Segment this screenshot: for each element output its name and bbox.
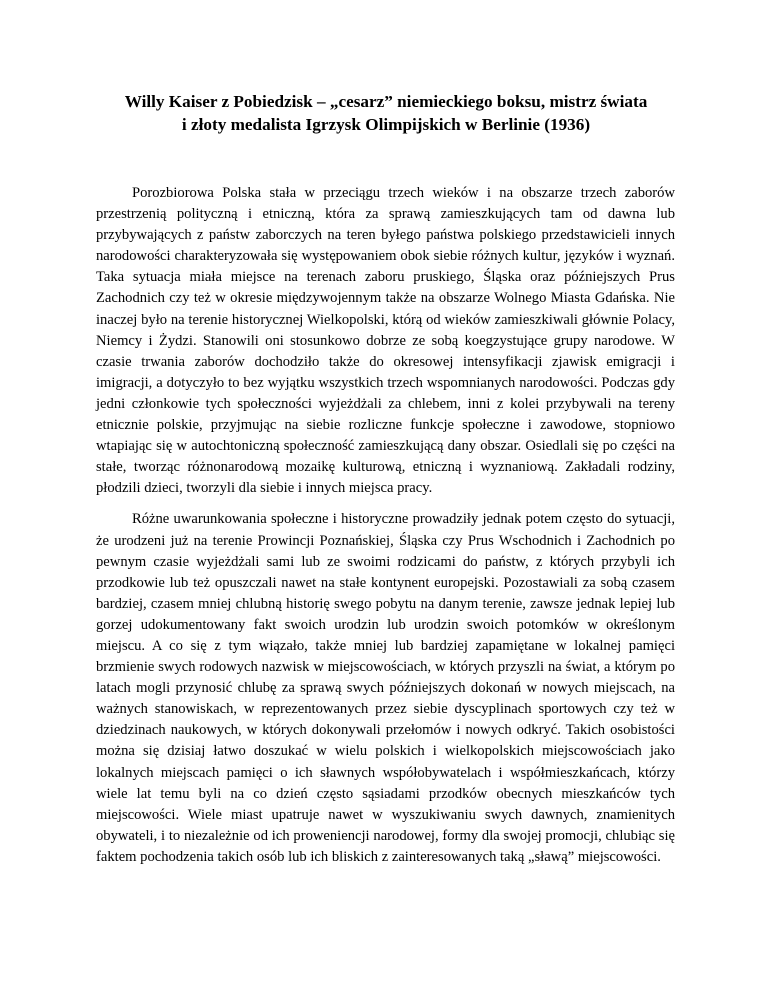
document-body [96, 183, 675, 878]
title-line-2: i złoty medalista Igrzysk Olimpijskich w Berlinie (1936) [181, 115, 591, 134]
title-line-1: Willy Kaiser z Pobiedzisk – „cesarz” niemieckiego boksu, mistrz świata [124, 92, 648, 111]
paragraph-2: Różne uwarunkowania społeczne i historyczne prowadziły jednak potem często do sytuacji, że urodzeni już na terenie Prowincji Poznańskiej, Śląska czy Prus Wschodnich i Zachodnich po pewnym czasie wyjeżdżali sami lub ze swoimi rodzicami do państw, z których przybyli ich przodkowie lub też opuszczali nawet na stałe kontynent europejski. Pozostawiali za sobą czasem bardziej, czasem mniej chlubną historię swego pobytu na danym terenie, zawsze jednak lepiej lub gorzej udokumentowany fakt swoich urodzin lub urodzin swoich potomków w określonym miejscu. A co się z tym wiązało, także mniej lub bardziej zapamiętane w lokalnej pamięci brzmienie swych rodowych nazwisk w miejscowościach, w których przyszli na świat, a którym po latach mogli przynosić chlubę za sprawą swych późniejszych dokonań w nowych miejscach, na ważnych stanowiskach, w reprezentowanych przez siebie dyscyplinach sportowych czy też w dziedzinach naukowych, w których dokonywali przełomów i nowych odkryć. Takich osobistości można się dzisiaj łatwo doszukać w wielu polskich i wielkopolskich miejscowościach jako lokalnych miejscach pamięci o ich sławnych współobywatelach i współmieszkańcach, którzy wiele lat temu byli na co dzień często sąsiadami przodków obecnych mieszkańców tych miejscowości. Wiele miast upatruje nawet w wyszukiwaniu swych dawnych, znamienitych obywateli, i to niezależnie od ich proweniencji narodowej, formy dla swojej promocji, chlubiąc się faktem pochodzenia takich osób lub ich bliskich z zainteresowanych taką „sławą” miejscowości. [96, 511, 675, 865]
document-title [96, 90, 676, 136]
paragraph-1: Porozbiorowa Polska stała w przeciągu trzech wieków i na obszarze trzech zaborów przestrzenią polityczną i etniczną, która za sprawą zamieszkujących tam od dawna lub przybywających z państw zaborczych na teren byłego państwa polskiego przedstawicieli innych narodowości charakteryzowała się występowaniem obok siebie różnych kultur, języków i wyznań. Taka sytuacja miała miejsce na terenach zaboru pruskiego, Śląska oraz późniejszych Prus Zachodnich czy też w okresie międzywojennym także na obszarze Wolnego Miasta Gdańska. Nie inaczej było na terenie historycznej Wielkopolski, którą od wieków zamieszkiwali głównie Polacy, Niemcy i Żydzi. Stanowili oni stosunkowo dobrze ze sobą koegzystujące grupy narodowe. W czasie trwania zaborów dochodziło także do okresowej intensyfikacji zjawisk emigracji i imigracji, a dotyczyło to bez wyjątku wszystkich trzech wspomnianych narodowości. Podczas gdy jedni członkowie tych społeczności wyjeżdżali za chlebem, inni z kolei przybywali na tereny etnicznie polskie, przyjmując na siebie rozliczne funkcje społeczne i zawodowe, stopniowo wtapiając się w autochtoniczną społeczność zamieszkującą dany obszar. Osiedlali się po części na stałe, tworząc różnonarodową mozaikę kulturową, etniczną i wyznaniową. Zakładali rodziny, płodzili dzieci, tworzyli dla siebie i innych miejsca pracy. [96, 185, 675, 497]
